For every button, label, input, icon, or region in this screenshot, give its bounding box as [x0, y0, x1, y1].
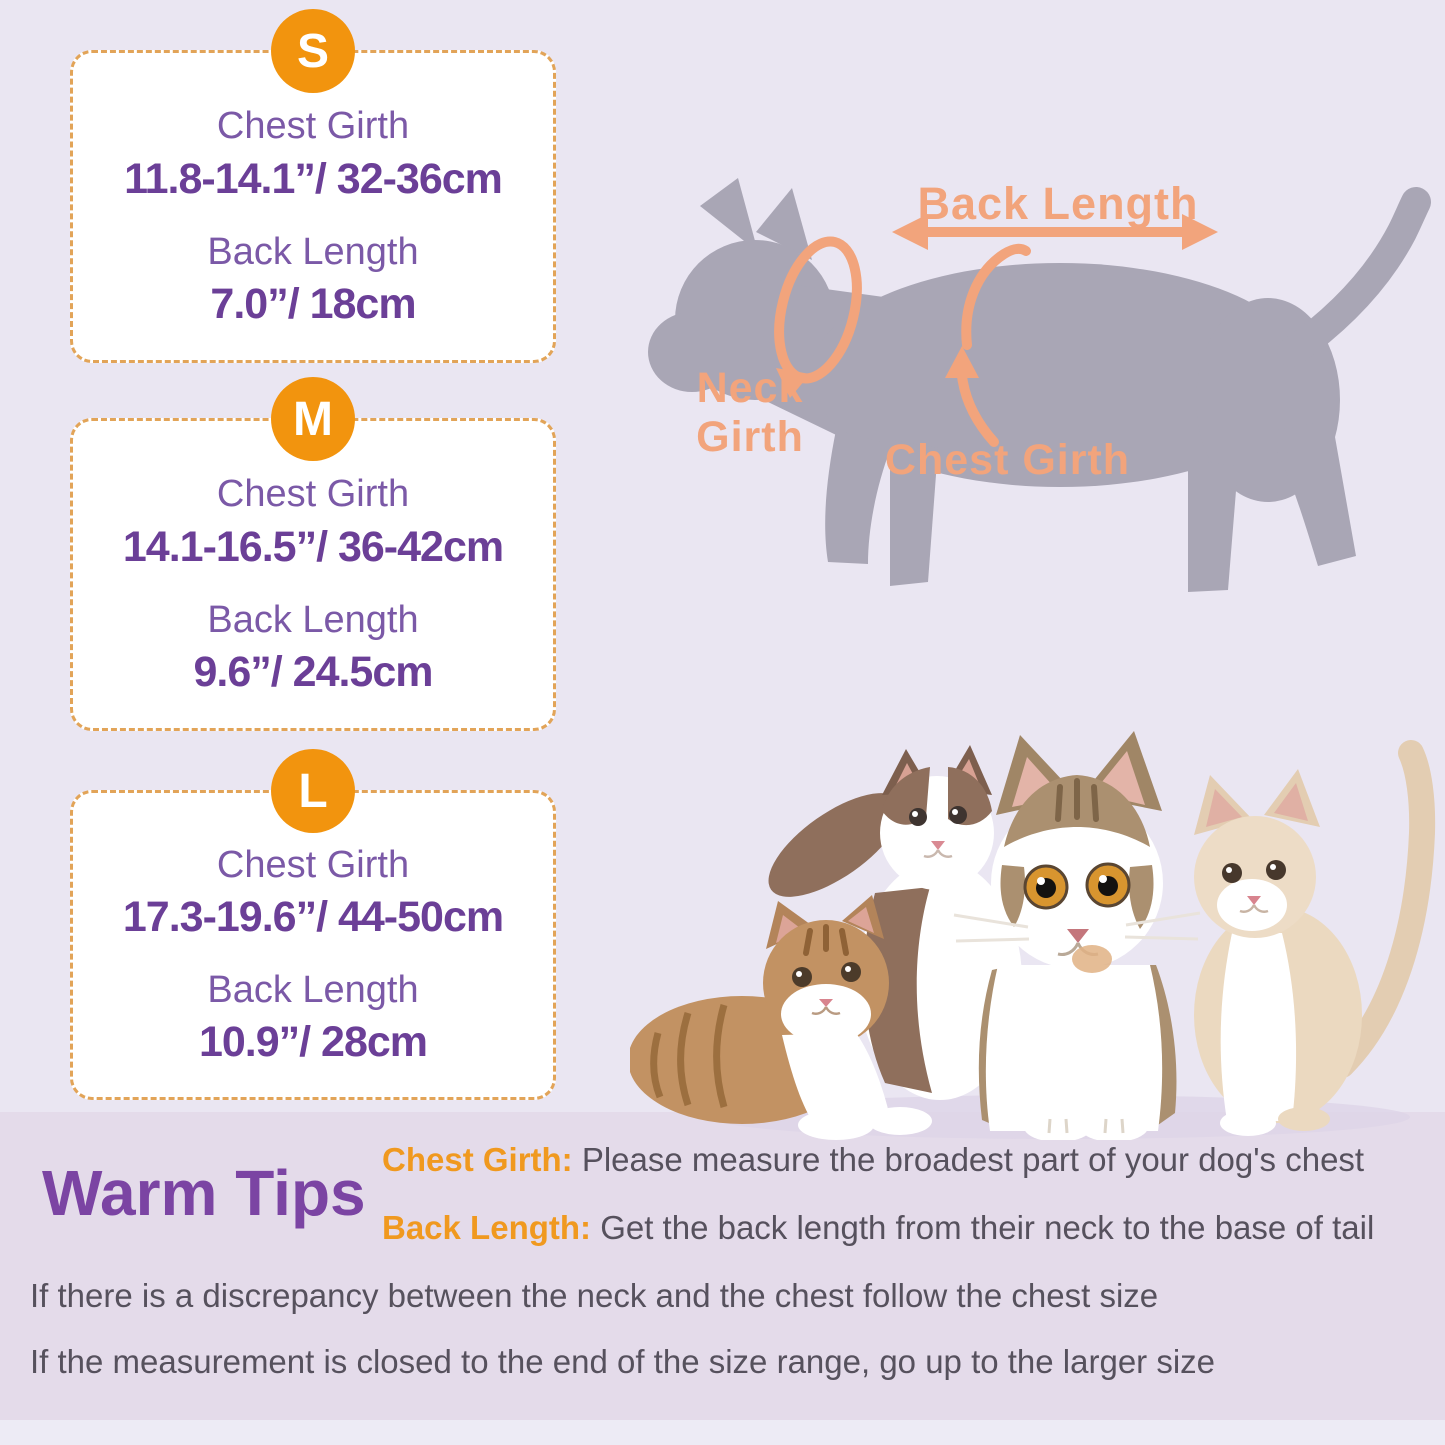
bottom-strip: [0, 1420, 1445, 1445]
size-badge-l: [271, 749, 355, 833]
chest-girth-diagram-label: Chest Girth: [884, 436, 1131, 484]
back-length-value-l: 10.9”/ 28cm: [198, 1018, 428, 1067]
size-badge-l-label: L: [298, 764, 328, 818]
size-badge-m: [271, 377, 355, 461]
chest-girth-label-m: Chest Girth: [216, 473, 410, 516]
size-card-l: [70, 764, 556, 1100]
size-badge-s: [271, 9, 355, 93]
tip-note-size-range: If the measurement is closed to the end of the size range, go up to the larger size: [30, 1343, 1216, 1380]
neck-girth-diagram-label: Neck Girth: [696, 364, 804, 461]
back-length-value-s: 7.0”/ 18cm: [210, 279, 416, 328]
tip-chest-girth-text: Please measure the broadest part of your dog's chest: [581, 1141, 1365, 1178]
tip-chest-girth: [382, 1140, 1364, 1180]
chest-girth-label-s: Chest Girth: [216, 105, 410, 148]
tip-back-length: [382, 1208, 1374, 1248]
back-length-label-s: Back Length: [207, 230, 419, 273]
tip-chest-girth-label: Chest Girth:: [382, 1141, 573, 1178]
back-length-diagram-label: Back Length: [917, 178, 1199, 229]
warm-tips-title: Warm Tips: [42, 1157, 366, 1229]
size-card-s: [70, 24, 556, 363]
tip-back-length-text: Get the back length from their neck to the base of tail: [600, 1209, 1375, 1246]
warm-tips-section: [0, 1112, 1445, 1420]
kitten-cream: [1194, 753, 1422, 1136]
back-length-label-m: Back Length: [207, 598, 419, 641]
chest-girth-value-m: 14.1-16.5”/ 36-42cm: [122, 522, 504, 571]
back-length-value-m: 9.6”/ 24.5cm: [193, 647, 433, 696]
back-length-label-l: Back Length: [207, 969, 419, 1011]
chest-girth-value-s: 11.8-14.1”/ 32-36cm: [124, 154, 502, 203]
size-badge-m-label: M: [293, 392, 333, 446]
tip-back-length-label: Back Length:: [382, 1209, 592, 1246]
tip-note-discrepancy: If there is a discrepancy between the neck and the chest follow the chest size: [30, 1277, 1159, 1314]
cats-photo: [630, 715, 1445, 1140]
chest-girth-value-l: 17.3-19.6”/ 44-50cm: [122, 893, 504, 942]
chest-girth-label-l: Chest Girth: [216, 843, 410, 886]
size-badge-s-label: S: [296, 24, 329, 78]
size-card-m: [70, 392, 556, 731]
